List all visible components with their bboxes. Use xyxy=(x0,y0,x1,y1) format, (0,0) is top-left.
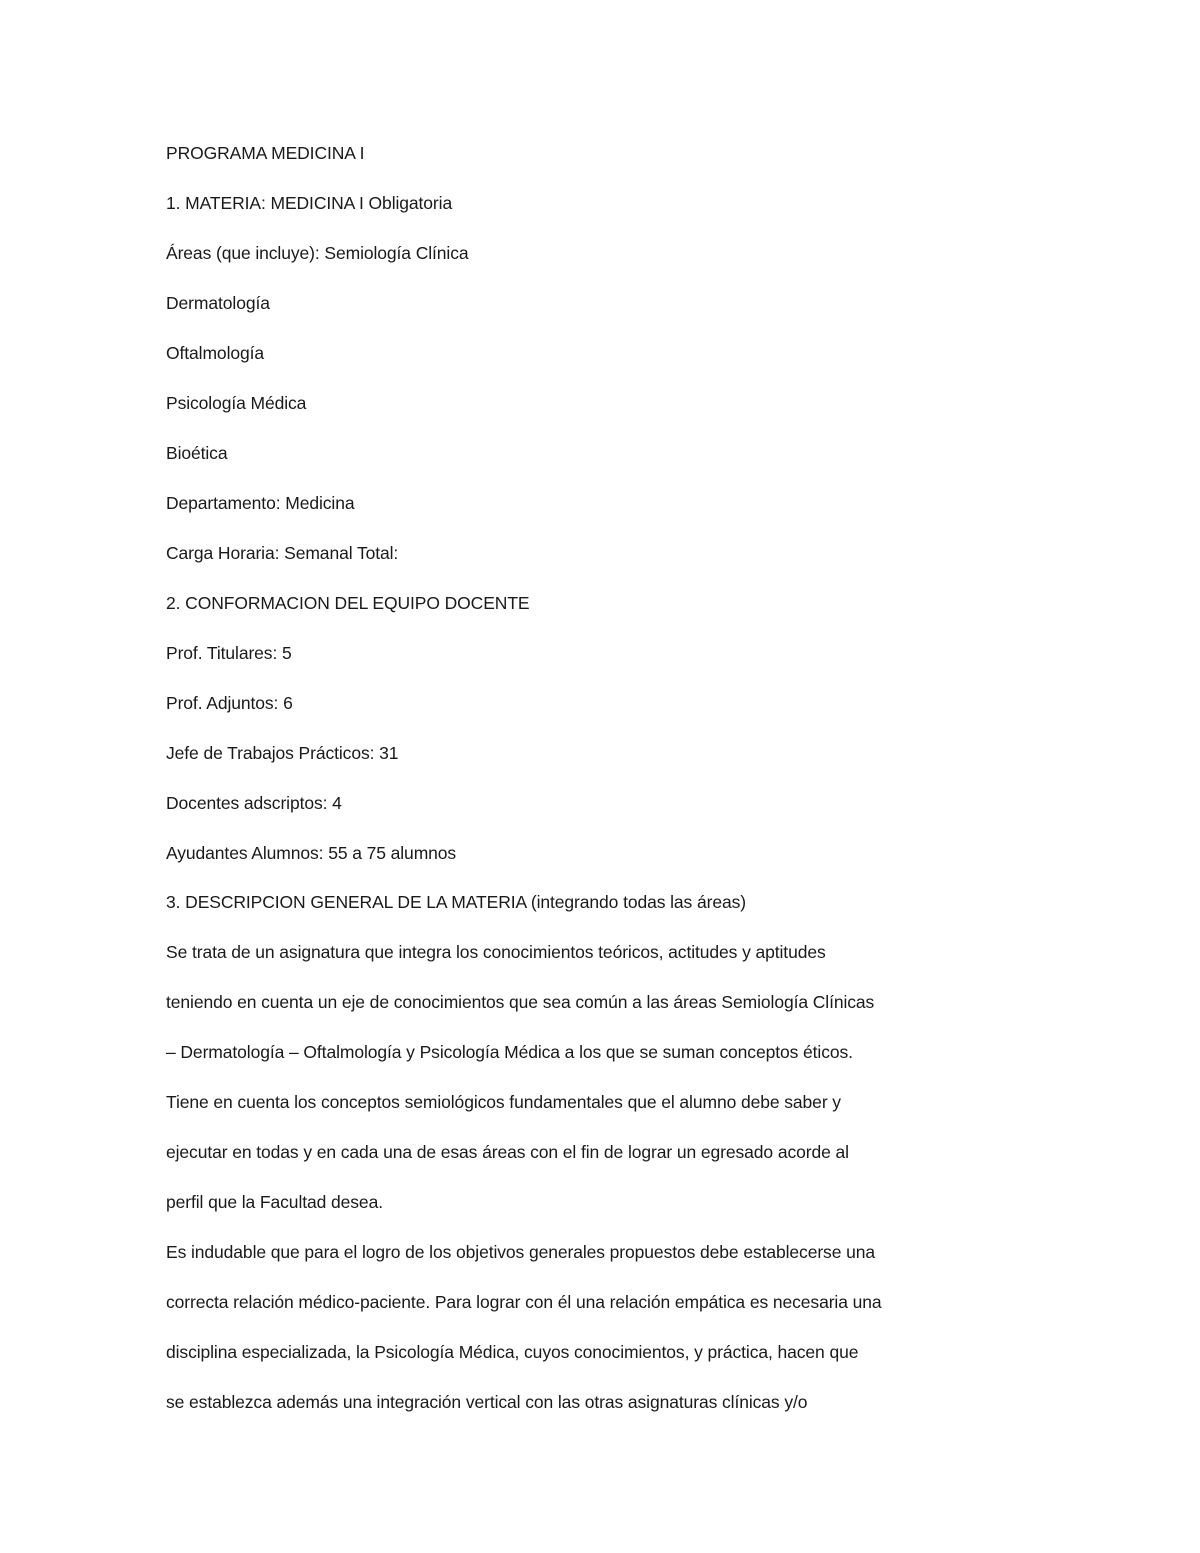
document-title: PROGRAMA MEDICINA I xyxy=(166,143,365,163)
area-item: Oftalmología xyxy=(166,343,265,363)
paragraph-line: Tiene en cuenta los conceptos semiológicos fundamentales que el alumno debe saber y xyxy=(166,1092,841,1112)
paragraph-line: – Dermatología – Oftalmología y Psicología Médica a los que se suman conceptos éticos. xyxy=(166,1042,853,1062)
area-item: Dermatología xyxy=(166,293,270,313)
paragraph-line: correcta relación médico-paciente. Para lograr con él una relación empática es necesaria una xyxy=(166,1292,882,1312)
materia-line: 1. MATERIA: MEDICINA I Obligatoria xyxy=(166,193,453,213)
paragraph-line: se establezca además una integración vertical con las otras asignaturas clínicas y/o xyxy=(166,1392,808,1412)
paragraph-line: Es indudable que para el logro de los objetivos generales propuestos debe establecerse una xyxy=(166,1242,875,1262)
equipo-item: Prof. Adjuntos: 6 xyxy=(166,693,293,713)
equipo-item: Prof. Titulares: 5 xyxy=(166,643,292,663)
areas-label: Áreas (que incluye): Semiología Clínica xyxy=(166,243,469,263)
equipo-item: Docentes adscriptos: 4 xyxy=(166,793,342,813)
paragraph-line: ejecutar en todas y en cada una de esas áreas con el fin de lograr un egresado acorde al xyxy=(166,1142,849,1162)
paragraph-line: perfil que la Facultad desea. xyxy=(166,1192,383,1212)
area-item: Psicología Médica xyxy=(166,393,307,413)
carga-horaria-line: Carga Horaria: Semanal Total: xyxy=(166,543,399,563)
paragraph-line: disciplina especializada, la Psicología Médica, cuyos conocimientos, y práctica, hacen que xyxy=(166,1342,859,1362)
departamento-line: Departamento: Medicina xyxy=(166,493,355,513)
equipo-item: Ayudantes Alumnos: 55 a 75 alumnos xyxy=(166,843,457,863)
paragraph-line: Se trata de un asignatura que integra los conocimientos teóricos, actitudes y aptitudes xyxy=(166,942,826,962)
section-heading: 3. DESCRIPCION GENERAL DE LA MATERIA (integrando todas las áreas) xyxy=(166,892,746,912)
section-heading: 2. CONFORMACION DEL EQUIPO DOCENTE xyxy=(166,593,530,613)
paragraph-line: teniendo en cuenta un eje de conocimientos que sea común a las áreas Semiología Clínicas xyxy=(166,992,875,1012)
equipo-item: Jefe de Trabajos Prácticos: 31 xyxy=(166,743,399,763)
area-item: Bioética xyxy=(166,443,228,463)
